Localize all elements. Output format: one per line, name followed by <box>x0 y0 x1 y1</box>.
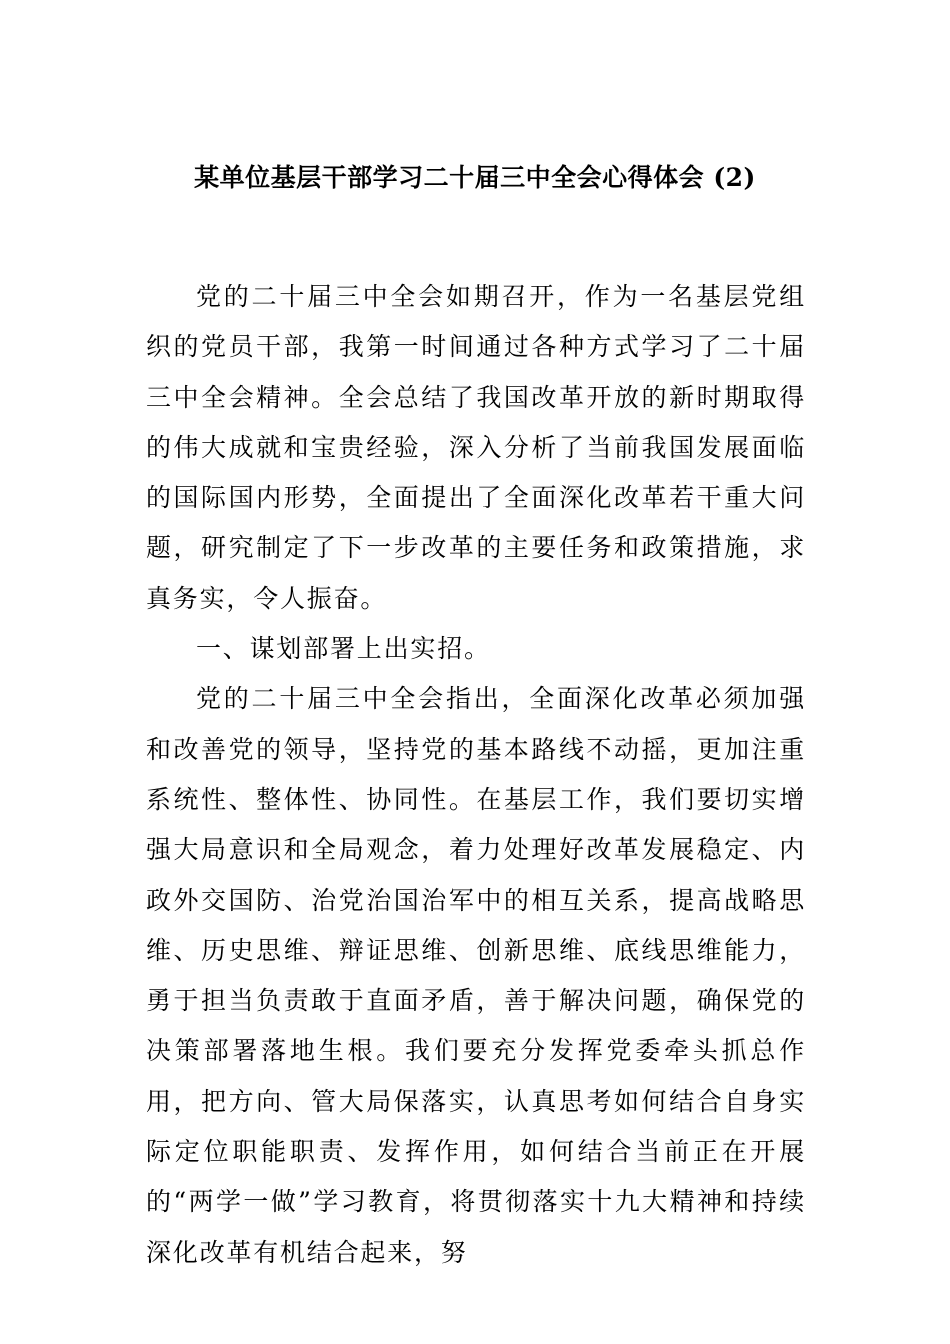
document-title: 某单位基层干部学习二十届三中全会心得体会 (2) <box>194 163 756 192</box>
document-body <box>146 272 806 1278</box>
paragraph-section-1: 党的二十届三中全会指出，全面深化改革必须加强和改善党的领导，坚持党的基本路线不动摇，更加注重系统性、整体性、协同性。在基层工作，我们要切实增强大局意识和全局观念，着力处理好改革发展稳定、内政外交国防、治党治国治军中的相互关系，提高战略思维、历史思维、辩证思维、创新思维、底线思维能力，勇于担当负责敢于直面矛盾，善于解决问题，确保党的决策部署落地生根。我们要充分发挥党委牵头抓总作用，把方向、管大局保落实，认真思考如何结合自身实际定位职能职责、发挥作用，如何结合当前正在开展的“两学一做”学习教育，将贯彻落实十九大精神和持续深化改革有机结合起来，努 <box>146 684 806 1267</box>
paragraph-intro: 党的二十届三中全会如期召开，作为一名基层党组织的党员干部，我第一时间通过各种方式学习了二十届三中全会精神。全会总结了我国改革开放的新时期取得的伟大成就和宝贵经验，深入分析了当前我国发展面临的国际国内形势，全面提出了全面深化改革若干重大问题，研究制定了下一步改革的主要任务和政策措施，求真务实，令人振奋。 <box>146 282 806 613</box>
section-heading-1: 一、谋划部署上出实招。 <box>196 634 491 664</box>
